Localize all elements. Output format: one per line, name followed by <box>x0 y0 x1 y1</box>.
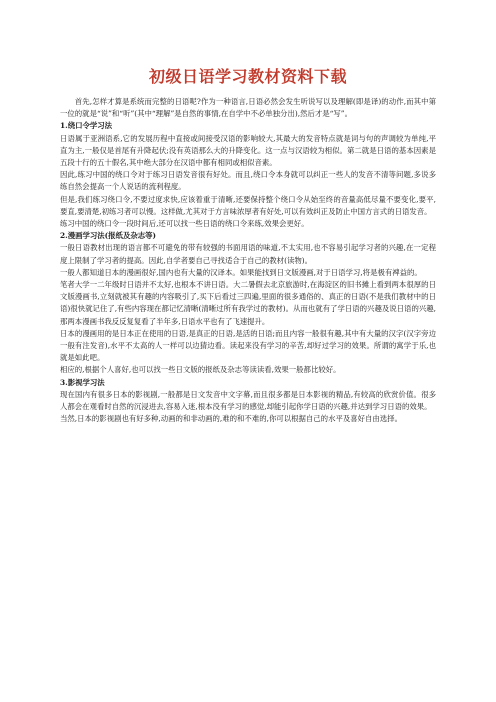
document-body <box>60 96 436 425</box>
section-heading-film: 3.影视学习法 <box>60 377 105 387</box>
paragraph-intro: 首先,怎样才算是系统而完整的日语呢?作为一种语言,日语必然会发生听说写以及理解(即是译)的动作,而其中第一位的就是“说”和“听”(其中“理解”是自然的事情,在自学中不必单独分出),然后才是“写”。 <box>60 97 436 119</box>
paragraph: 一般日语教材出现的语言都不可避免的带有较强的书面用语的味道,不太实用,也不容易引起学习者的兴趣,在一定程度上限制了学习者的提高。因此,自学者要自己寻找适合于自己的教材(读物)。 <box>60 243 436 265</box>
paragraph: 相应的,根据个人喜好,也可以找一些日文版的报纸及杂志等读读看,效果一般都比较好。 <box>60 365 341 375</box>
section-heading-tongue-twister: 1.绕口令学习法 <box>60 121 113 131</box>
document-title: 初级日语学习教材资料下载 <box>148 67 347 86</box>
paragraph: 但是,我们练习绕口令,不要过度求快,应该着重于清晰,还要保持整个绕口令从始至终的音量高低尽量不要变化,要平,要直,要清楚,初练习者可以慢。这样做,尤其对于方言味浓厚者有好处,可以有效纠正及防止中国方言式的日语发音。 <box>60 194 436 216</box>
paragraph: 日本的漫画用的是日本正在使用的日语,是真正的日语,是活的日语;而且内容一般很有趣,其中有大量的汉字(汉字旁边一般有注发音),水平不太高的人一样可以边猜边看。读起来没有学习的辛苦,却好过学习的效果。所谓的寓学于乐,也就是如此吧。 <box>60 328 436 363</box>
section-heading-manga: 2.漫画学习法(报纸及杂志等) <box>60 231 157 241</box>
paragraph: 笔者大学一二年级时日语并不太好,也根本不讲日语。大二暑假去北京旅游时,在海淀区的旧书摊上看到两本很厚的日文版漫画书,立刻就被其有趣的内容吸引了,买下后看过三四遍,里面的很多通俗的、真正的日语(不是我们教材中的日语)很快就记住了,有些内容现在都记忆清晰(清晰过所有我学过的教材)。从而也就有了学日语的兴趣及说日语的兴趣,那两本漫画书我反反复复看了半年多,日语水平也有了飞速提升。 <box>60 280 436 326</box>
paragraph: 一般人都知道日本的漫画很好,国内也有大量的汉译本。如果能找到日文版漫画,对于日语学习,将是极有裨益的。 <box>60 267 422 277</box>
paragraph: 现在国内有很多日本的影视剧,一般都是日文发音中文字幕,而且很多都是日本影视的精品,有较高的欣赏价值。很多人都会在观看时自然的沉浸进去,容易入迷,根本没有学习的感觉,却能引起你学日语的兴趣,并达到学习日语的效果。 <box>60 389 436 412</box>
paragraph: 练习中国的绕口令一段时间后,还可以找一些日语的绕口令来练,效果会更好。 <box>60 219 309 229</box>
paragraph: 日语属于亚洲语系,它的发展历程中直接或间接受汉语的影响较大,其最大的发音特点就是词与句的声调较为单纯,平直为主,一般仅是首尾有升降起伏;没有英语那么大的升降变化。这一点与汉语较为相似。第二就是日语的基本因素是五段十行的五十假名,其中绝大部分在汉语中都有相同或相似音素。 <box>60 133 436 168</box>
paragraph: 因此,练习中国的绕口令对于练习日语发音很有好处。而且,绕口令本身就可以纠正一些人的发音不清等问题,多说多练自然会提高一个人说话的流利程度。 <box>60 170 436 192</box>
paragraph: 当然,日本的影视剧也有好多种,动画的和非动画的,难的和不难的,你可以根据自己的水平及喜好自由选择。 <box>60 414 402 424</box>
